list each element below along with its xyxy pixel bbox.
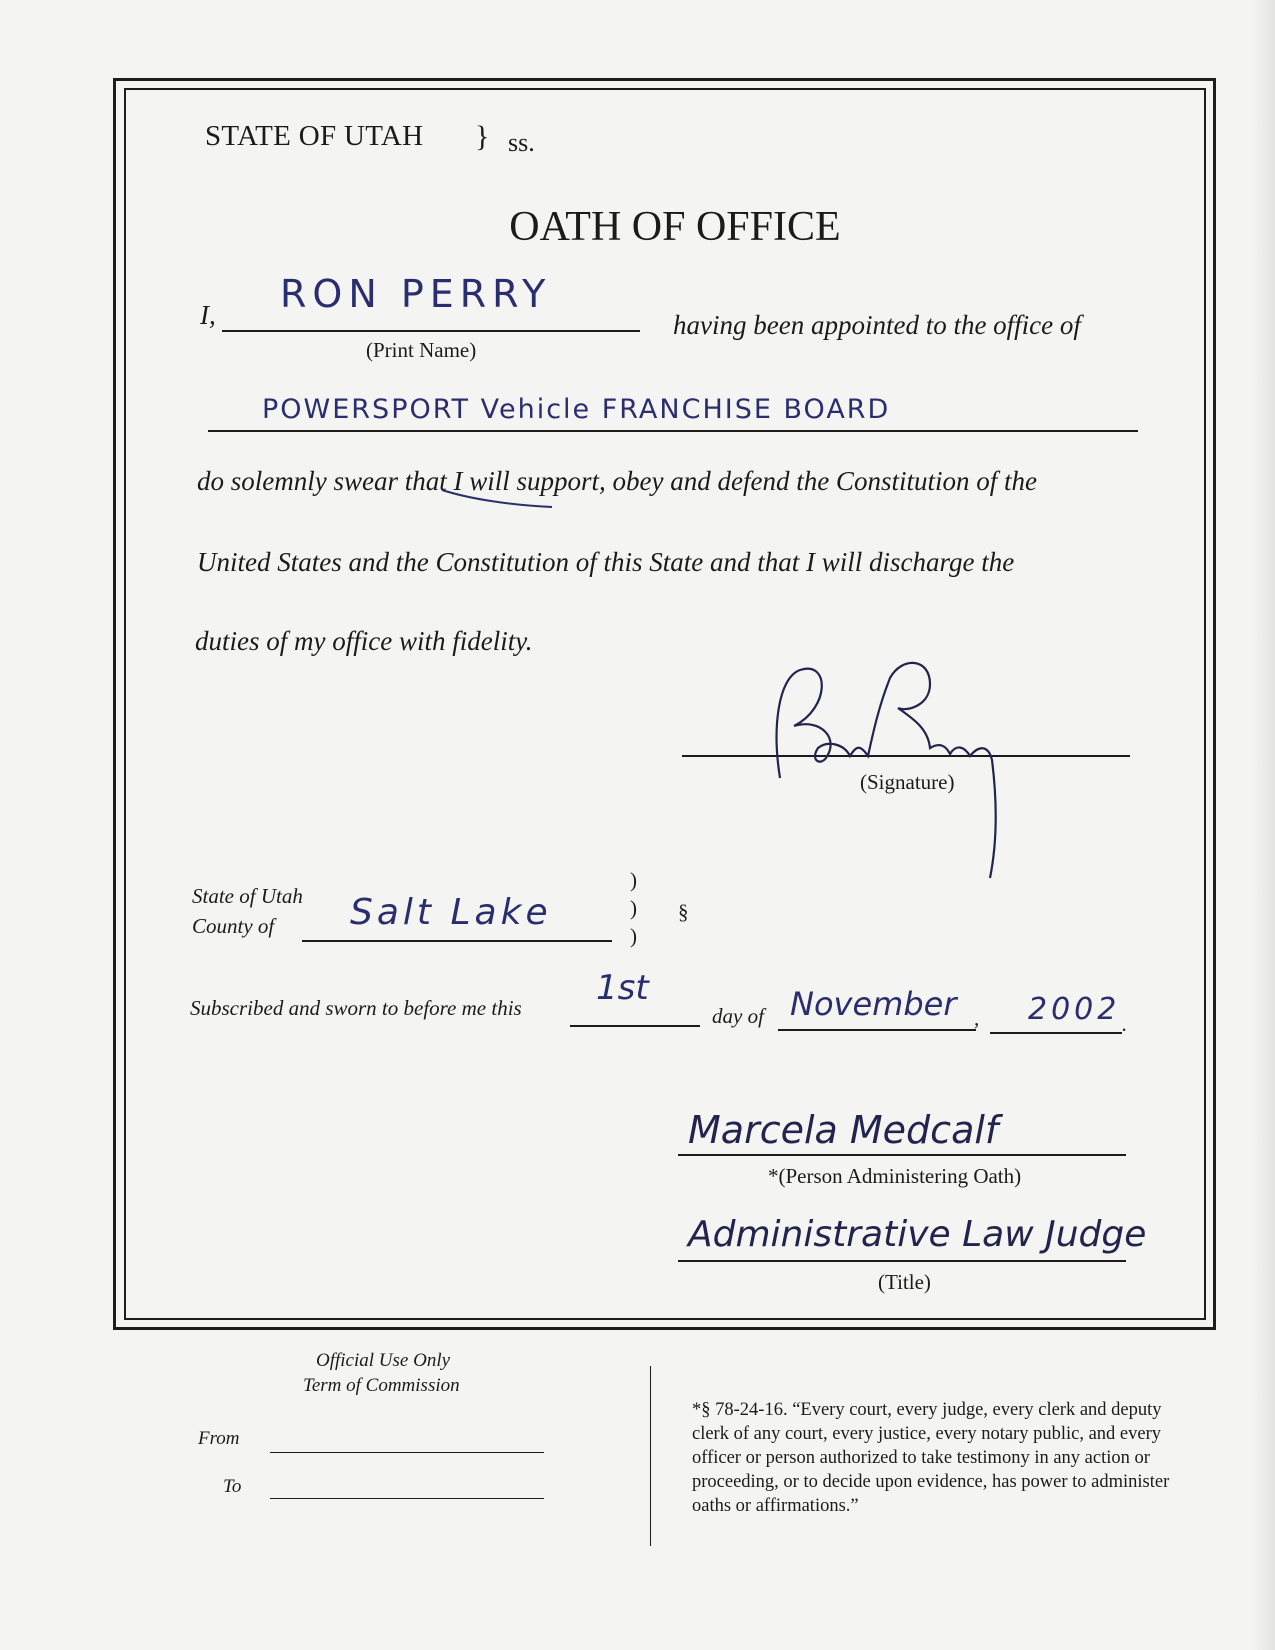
signature-ron-perry: [760, 648, 1060, 888]
print-name-caption: (Print Name): [366, 338, 477, 362]
venue-paren-1: ): [630, 868, 637, 892]
official-use-heading: Official Use Only: [316, 1350, 451, 1371]
date-comma: ,: [974, 1006, 980, 1030]
ss-label: ss.: [508, 128, 535, 157]
signature-caption: (Signature): [860, 770, 955, 794]
official-use-divider: [650, 1366, 651, 1546]
to-label: To: [223, 1476, 242, 1497]
i-prefix: I,: [200, 300, 216, 330]
print-name-line: [222, 330, 640, 332]
administrator-title: Administrative Law Judge: [688, 1214, 1147, 1255]
day-of-label: day of: [712, 1004, 764, 1028]
venue-paren-3: ): [630, 924, 637, 948]
title-caption: (Title): [878, 1270, 931, 1294]
from-line: [270, 1452, 544, 1453]
document-title: OATH OF OFFICE: [509, 204, 841, 250]
venue-paren-2: ): [630, 896, 637, 920]
venue-state-label: State of Utah: [192, 884, 303, 908]
day-value: 1st: [596, 968, 649, 1008]
administrator-signature: Marcela Medcalf: [688, 1108, 999, 1152]
oath-line-3: duties of my office with fidelity.: [195, 626, 533, 656]
oath-line-1: do solemnly swear that I will support, obey and defend the Constitution of the: [197, 466, 1037, 496]
year-value: 2002: [1028, 992, 1121, 1027]
subscribed-prefix: Subscribed and sworn to before me this: [190, 996, 522, 1020]
county-line: [302, 940, 612, 942]
administrator-caption: *(Person Administering Oath): [768, 1164, 1022, 1188]
office-line: [208, 430, 1138, 432]
state-heading: STATE OF UTAH: [205, 120, 424, 152]
venue-county-label: County of: [192, 914, 275, 938]
ink-underline-mark: [440, 485, 560, 515]
administrator-signature-line: [678, 1154, 1126, 1156]
day-line: [570, 1025, 700, 1027]
month-line: [778, 1029, 976, 1031]
section-symbol: §: [678, 900, 689, 924]
year-line: [990, 1032, 1122, 1034]
state-brace: }: [475, 120, 490, 153]
print-name-value: RON PERRY: [280, 272, 552, 316]
oath-line-2: United States and the Constitution of this State and that I will discharge the: [197, 547, 1015, 577]
term-of-commission-heading: Term of Commission: [303, 1375, 460, 1396]
appointed-phrase: having been appointed to the office of: [673, 310, 1081, 340]
month-value: November: [790, 985, 957, 1023]
date-period: .: [1122, 1012, 1128, 1036]
county-value: Salt Lake: [350, 892, 552, 933]
statute-footnote: *§ 78-24-16. “Every court, every judge, every clerk and deputy clerk of any court, every justice, every notary public, and every officer or person authorized to take testimony in any action or proceeding, or to decide upon evidence, has power to administer oaths or affirmations.”: [692, 1400, 1170, 1516]
from-label: From: [198, 1428, 240, 1449]
office-value: POWERSPORT Vehicle FRANCHISE BOARD: [262, 394, 891, 425]
to-line: [270, 1498, 544, 1499]
title-line: [678, 1260, 1126, 1262]
